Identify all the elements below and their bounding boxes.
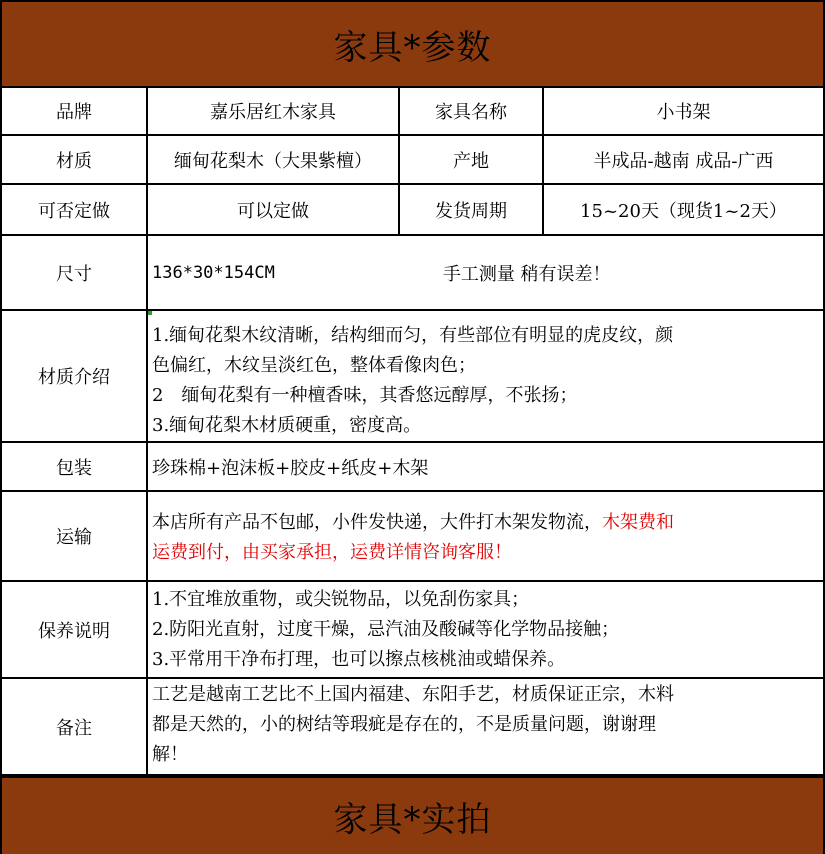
brand-value: 嘉乐居红木家具	[148, 88, 398, 134]
table-row-packaging	[2, 443, 823, 490]
shipping-line-2: 运费到付，由买家承担，运费详情咨询客服！	[152, 542, 512, 563]
table-row-material	[2, 136, 823, 183]
remarks-line: 都是天然的，小的树结等瑕疵是存在的，不是质量问题，谢谢理	[152, 714, 656, 735]
care-line: 2.防阳光直射，过度干燥，忌汽油及酸碱等化学物品接触；	[152, 619, 620, 640]
care-line: 1.不宜堆放重物，或尖锐物品，以免刮伤家具；	[152, 589, 530, 610]
custom-value: 可以定做	[148, 185, 398, 234]
name-label: 家具名称	[400, 88, 542, 134]
shipping-line-1	[152, 508, 819, 538]
header-banner	[2, 2, 823, 86]
brand-label: 品牌	[2, 88, 146, 134]
column-divider	[542, 88, 544, 234]
size-value: 136*30*154CM	[152, 262, 275, 283]
material-intro-line: 1.缅甸花梨木纹清晰，结构细而匀，有些部位有明显的虎皮纹，颜	[152, 325, 674, 346]
delivery-label: 发货周期	[400, 185, 542, 234]
shipping-text-red: 木架费和	[602, 512, 674, 533]
custom-label: 可否定做	[2, 185, 146, 234]
table-row-material-intro	[2, 311, 823, 441]
remarks-label: 备注	[2, 679, 146, 774]
material-label: 材质	[2, 136, 146, 183]
packaging-label: 包装	[2, 443, 146, 490]
header-title: 家具*参数	[333, 27, 492, 68]
material-value: 缅甸花梨木（大果紫檀）	[148, 136, 398, 183]
remarks-line: 工艺是越南工艺比不上国内福建、东阳手艺，材质保证正宗，木料	[152, 684, 674, 705]
table-row-care	[2, 582, 823, 677]
care-line: 3.平常用干净布打理，也可以擦点核桃油或蜡保养。	[152, 649, 566, 670]
origin-label: 产地	[400, 136, 542, 183]
cell-marker	[148, 311, 152, 315]
care-text	[148, 582, 823, 677]
table-row-brand	[2, 88, 823, 134]
shipping-label: 运输	[2, 492, 146, 580]
footer-title: 家具*实拍	[333, 799, 492, 840]
material-intro-line: 色偏红，木纹呈淡红色，整体看像肉色；	[152, 355, 476, 376]
size-note: 手工测量 稍有误差！	[442, 263, 611, 285]
origin-value: 半成品-越南 成品-广西	[544, 136, 823, 183]
column-divider	[146, 88, 148, 774]
table-row-custom	[2, 185, 823, 234]
column-divider	[398, 88, 400, 234]
material-intro-line: 3.缅甸花梨木材质硬重，密度高。	[152, 415, 422, 436]
shipping-text-black: 本店所有产品不包邮，小件发快递，大件打木架发物流，	[152, 512, 602, 533]
material-intro-label: 材质介绍	[2, 311, 146, 441]
remarks-line: 解！	[152, 744, 188, 765]
name-value: 小书架	[544, 88, 823, 134]
footer-banner	[2, 778, 823, 854]
size-cell	[148, 236, 823, 309]
packaging-value: 珍珠棉+泡沫板+胶皮+纸皮+木架	[148, 443, 823, 490]
remarks-text	[148, 679, 823, 774]
table-row-shipping	[2, 492, 823, 580]
material-intro-line: 2 缅甸花梨有一种檀香味，其香悠远醇厚，不张扬；	[152, 385, 578, 406]
delivery-value: 15~20天（现货1~2天）	[544, 185, 823, 234]
size-label: 尺寸	[2, 236, 146, 309]
shipping-text	[148, 492, 823, 580]
table-row-size	[2, 236, 823, 309]
material-intro-text	[148, 311, 823, 441]
care-label: 保养说明	[2, 582, 146, 677]
table-row-remarks	[2, 679, 823, 774]
